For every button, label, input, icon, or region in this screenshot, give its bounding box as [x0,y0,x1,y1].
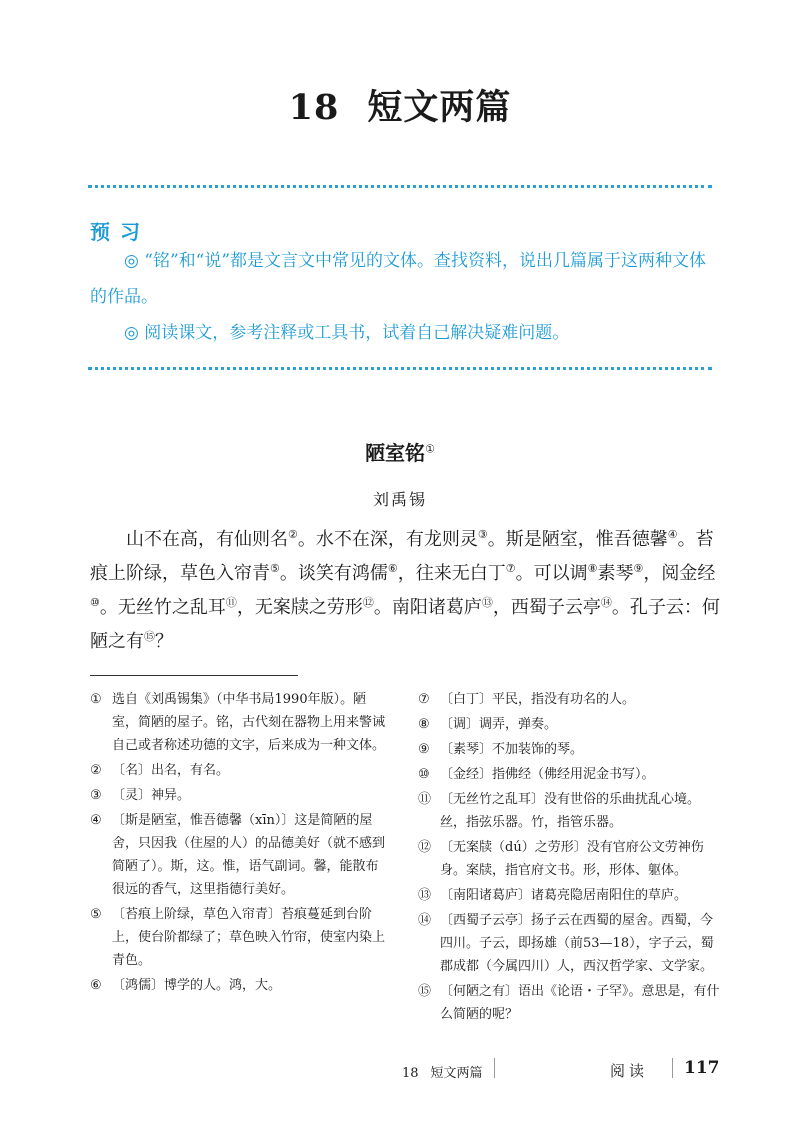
footnote-mark: ⑫ [418,840,432,855]
preview-marker-icon: ◎ [124,323,139,343]
poem-body [90,523,720,659]
footnote-rule [90,675,298,676]
footnote-mark: ⑧ [418,717,430,732]
poem-text: 素琴 [597,563,634,584]
footnote [90,759,390,782]
footnote-text: 〔调〕调弄，弹奏。 [440,717,558,732]
poem-title [0,437,800,466]
footnote-ref: ⑨ [633,562,644,575]
footnote-ref: ⑥ [387,562,398,575]
footnote [418,688,723,711]
footnote-ref: ⑩ [90,596,100,609]
footnote-ref: ① [425,442,435,456]
footnote [418,763,723,786]
footnote-mark: ⑬ [418,888,432,903]
footnote-text: 〔灵〕神异。 [112,788,191,803]
preview-item-2 [90,315,712,351]
lesson-title-text: 短文两篇 [367,87,512,128]
footnote-ref: ③ [477,528,488,541]
footnote-mark: ⑪ [418,792,432,807]
poem-text: 。可以调 [515,563,588,584]
footnotes-right [418,688,723,1028]
footnote-text: 〔苔痕上阶绿，草色入帘青〕苔痕蔓延到台阶上，使台阶都绿了；草色映入竹帘，使室内染上青色。 [112,907,386,968]
footnote [418,788,723,834]
footnote-ref: ⑦ [505,562,516,575]
footnote-text: 〔何陋之有〕语出《论语・子罕》。意思是，有什么简陋的呢？ [440,984,720,1022]
poem-author: 刘禹锡 [372,490,427,509]
footnote-mark: ⑩ [418,767,430,782]
footnote [418,909,723,978]
footer-divider [494,1058,495,1078]
poem-text: ？ [155,631,173,652]
page-number: 117 [684,1058,720,1078]
footnote-ref: ⑭ [600,596,612,609]
footnote-text: 〔西蜀子云亭〕扬子云在西蜀的屋舍。西蜀，今四川。子云，即扬雄（前53—18），字子云，蜀郡成都（今属四川）人，西汉哲学家、文学家。 [440,913,714,974]
footnote-mark: ⑨ [418,742,430,757]
footnote [90,688,390,757]
footnote [90,974,390,997]
poem-text: ，阅金经 [643,563,716,584]
footnote-ref: ⑬ [481,596,493,609]
footnote-ref: ⑪ [225,596,237,609]
poem-text: 。苔痕上阶绿，草色入帘青 [90,529,714,584]
preview-item-text: 阅读课文，参考注释或工具书，试着自己解决疑难问题。 [144,323,570,343]
footnote [418,884,723,907]
footnote [90,903,390,972]
footnote [90,784,390,807]
divider-bottom [88,367,712,370]
footnote-text: 选自《刘禹锡集》（中华书局1990年版）。陋室，简陋的屋子。铭，古代刻在器物上用来警诫自己或者称述功德的文字，后来成为一种文体。 [112,692,386,753]
footnote-text: 〔南阳诸葛庐〕诸葛亮隐居南阳住的草庐。 [440,888,688,903]
footer-lesson-title: 短文两篇 [430,1066,483,1081]
footnote-ref: ⑮ [144,630,155,643]
footnote-ref: ⑧ [587,562,598,575]
footnote-mark: ⑮ [418,984,432,999]
footnote [418,836,723,882]
footer-divider [672,1058,673,1078]
footnote-text: 〔素琴〕不加装饰的琴。 [440,742,584,757]
footnote [418,980,723,1026]
poem-text: 。无丝竹之乱耳 [99,597,226,618]
poem-text: 。孔子云：何陋之有 [90,597,720,652]
footnote-mark: ⑭ [418,913,432,928]
preview-marker-icon: ◎ [124,251,139,271]
footnote-ref: ② [288,528,298,541]
footnote-ref: ④ [667,528,678,541]
footnote-text: 〔无案牍（dú）之劳形〕没有官府公文劳神伤身。案牍，指官府文书。形，形体、躯体。 [440,840,704,878]
lesson-number: 18 [288,87,340,128]
footnote-text: 〔白丁〕平民，指没有功名的人。 [440,692,636,707]
preview-item-1 [90,243,712,315]
poem-text: 山不在高，有仙则名 [126,529,288,550]
poem-text: ，西蜀子云亭 [492,597,601,618]
footnote-text: 〔金经〕指佛经（佛经用泥金书写）。 [440,767,655,782]
poem-text: 。斯是陋室，惟吾德馨 [487,529,668,550]
footer-section: 阅读 [610,1062,649,1080]
footnote-mark: ① [90,692,102,707]
preview-item-text: “铭”和“说”都是文言文中常见的文体。查找资料，说出几篇属于这两种文体的作品。 [90,251,707,307]
divider-top [88,185,712,188]
poem-text: ，往来无白丁 [397,563,506,584]
footnote-mark: ② [90,763,102,778]
footnote-ref: ⑤ [270,562,280,575]
lesson-title [0,80,800,130]
footnote-text: 〔无丝竹之乱耳〕没有世俗的乐曲扰乱心境。丝，指弦乐器。竹，指管乐器。 [440,792,701,830]
footnote-mark: ⑥ [90,978,102,993]
footnote-mark: ④ [90,813,102,828]
footnote [90,809,390,901]
footnotes-left [90,688,390,999]
poem-text: 。谈笑有鸿儒 [279,563,388,584]
footer-lesson [402,1062,483,1081]
footnote-text: 〔鸿儒〕博学的人。鸿，大。 [112,978,282,993]
poem-text: 。南阳诸葛庐 [373,597,482,618]
footnote [418,713,723,736]
footnote-mark: ⑤ [90,907,102,922]
footer-lesson-number: 18 [402,1066,419,1081]
footnote-text: 〔斯是陋室，惟吾德馨（xīn）〕这是简陋的屋舍，只因我（住屋的人）的品德美好（就不感到简陋了）。斯，这。惟，语气副词。馨，能散布很远的香气，这里指德行美好。 [112,813,386,897]
poem-text: ，无案牍之劳形 [236,597,363,618]
footnote-mark: ③ [90,788,102,803]
footnote [418,738,723,761]
footnote-text: 〔名〕出名，有名。 [112,763,230,778]
preview-heading: 预习 [90,220,150,244]
poem-text: 。水不在深，有龙则灵 [297,529,478,550]
footnote-mark: ⑦ [418,692,430,707]
footnote-ref: ⑫ [362,596,374,609]
poem-title-text: 陋室铭 [365,441,426,465]
